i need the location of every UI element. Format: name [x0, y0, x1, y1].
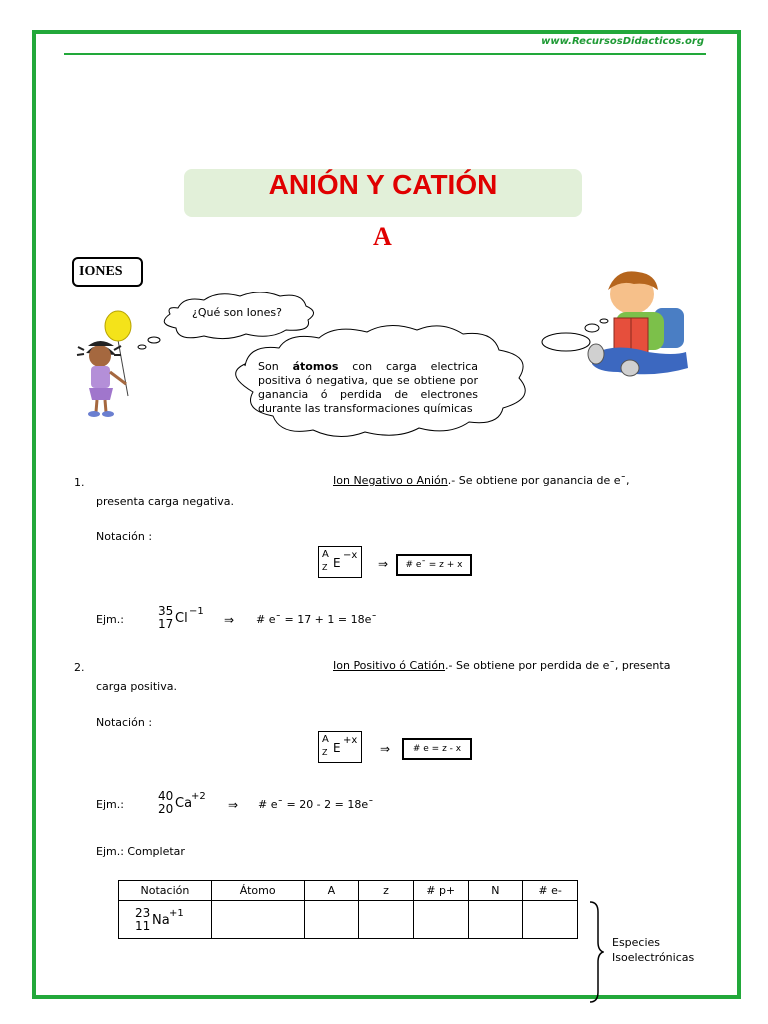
anion-electron-formula: # e¯ = z + x	[396, 554, 472, 576]
anion-example-label: Ejm.:	[96, 613, 124, 626]
cation-arrow: ⇒	[380, 742, 391, 756]
anion-number: 1.	[74, 476, 85, 489]
cation-example-arrow: ⇒	[228, 798, 239, 812]
column-header: # e-	[523, 881, 578, 901]
column-header: # p+	[413, 881, 468, 901]
curly-brace	[588, 900, 604, 1004]
column-header: N	[468, 881, 523, 901]
table-cell[interactable]	[359, 901, 414, 939]
header-rule	[64, 53, 706, 55]
table-row	[119, 901, 578, 939]
table-cell[interactable]	[304, 901, 359, 939]
anion-notation-label: Notación :	[96, 530, 153, 543]
calcium-ion-notation: 40 20 Ca +2	[158, 789, 206, 816]
completar-table	[118, 880, 578, 939]
cation-number: 2.	[74, 661, 85, 674]
table-cell[interactable]	[523, 901, 578, 939]
question-text: ¿Qué son Iones?	[192, 306, 282, 319]
anion-arrow: ⇒	[378, 557, 389, 571]
table-cell[interactable]	[468, 901, 523, 939]
page-title: ANIÓN Y CATIÓN	[184, 169, 582, 217]
section-label-iones: IONES	[72, 257, 143, 287]
cation-example-label: Ejm.:	[96, 798, 124, 811]
sodium-ion-notation-cell: 23 11 Na +1	[119, 901, 212, 939]
column-header: z	[359, 881, 414, 901]
cation-description-1: .- Se obtiene por perdida de e¯, presenta	[445, 659, 671, 672]
anion-example-arrow: ⇒	[224, 613, 235, 627]
anion-heading-line	[333, 474, 695, 487]
table-cell[interactable]	[211, 901, 304, 939]
anion-notation-symbol: A Z E −x	[318, 546, 362, 578]
isoelectronic-label: Especies Isoelectrónicas	[612, 936, 695, 964]
cation-heading-line	[333, 659, 695, 672]
column-header: Notación	[119, 881, 212, 901]
cation-example-result: # e¯ = 20 - 2 = 18e¯	[258, 798, 374, 811]
column-header: A	[304, 881, 359, 901]
cation-notation-label: Notación :	[96, 716, 153, 729]
answer-text: Son átomos con carga electrica positiva ó negativa, que se obtiene por ganancia ó perdida de electrones durante las transformaciones químicas	[258, 360, 479, 415]
table-header-row	[119, 881, 578, 901]
cation-heading: Ion Positivo ó Catión	[333, 659, 446, 672]
chlorine-ion-notation: 35 17 Cl −1	[158, 604, 204, 631]
cation-electron-formula: # e = z - x	[402, 738, 472, 760]
anion-description-1: .- Se obtiene por ganancia de e¯,	[447, 474, 630, 487]
cation-notation-symbol: A Z E +x	[318, 731, 362, 763]
column-header: Átomo	[211, 881, 304, 901]
boy-reading-illustration	[584, 268, 696, 380]
drop-cap-letter: A	[373, 222, 392, 251]
anion-example-result: # e¯ = 17 + 1 = 18e¯	[256, 613, 377, 626]
table-cell[interactable]	[413, 901, 468, 939]
website-link[interactable]: www.RecursosDidacticos.org	[541, 36, 704, 47]
anion-heading: Ion Negativo o Anión	[333, 474, 448, 487]
cation-description-2: carga positiva.	[96, 680, 177, 693]
anion-description-2: presenta carga negativa.	[96, 495, 234, 508]
completar-label: Ejm.: Completar	[96, 845, 185, 858]
